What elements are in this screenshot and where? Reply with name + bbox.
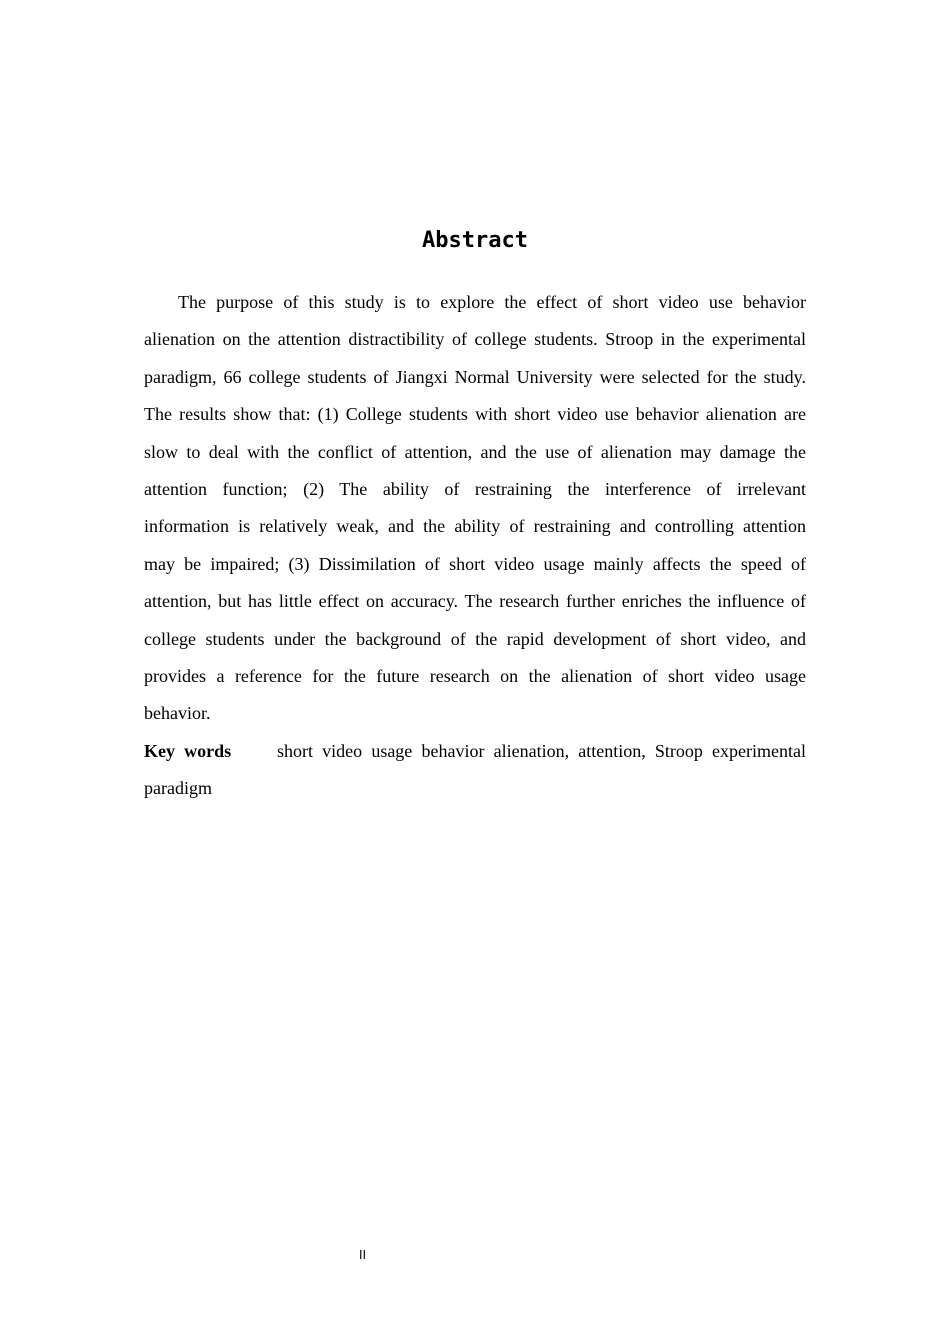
page-number: II (359, 1248, 367, 1262)
keywords-text: short video usage behavior alienation, attention, Stroop experimental paradigm (144, 740, 807, 799)
abstract-title: Abstract (422, 228, 528, 253)
keywords-label: Key words (144, 740, 232, 761)
abstract-paragraph: The purpose of this study is to explore the effect of short video use behavior alienation on the attention distractibility of college students. Stroop in the experimental paradigm, 66 college students of Jiangxi Normal University were selected for the study. The results show that: (1) College students with short video use behavior alienation are slow to deal with the conflict of attention, and the use of alienation may damage the attention function; (2) The ability of restraining the interference of irrelevant information is relatively weak, and the ability of restraining and controlling attention may be impaired; (3) Dissimilation of short video usage mainly affects the speed of attention, but has little effect on accuracy. The research further enriches the influence of college students under the background of the rapid development of short video, and provides a reference for the future research on the alienation of short video usage behavior. (144, 292, 806, 724)
keywords-spacer (231, 741, 277, 761)
keywords-line (144, 733, 806, 808)
abstract-body (144, 284, 806, 808)
